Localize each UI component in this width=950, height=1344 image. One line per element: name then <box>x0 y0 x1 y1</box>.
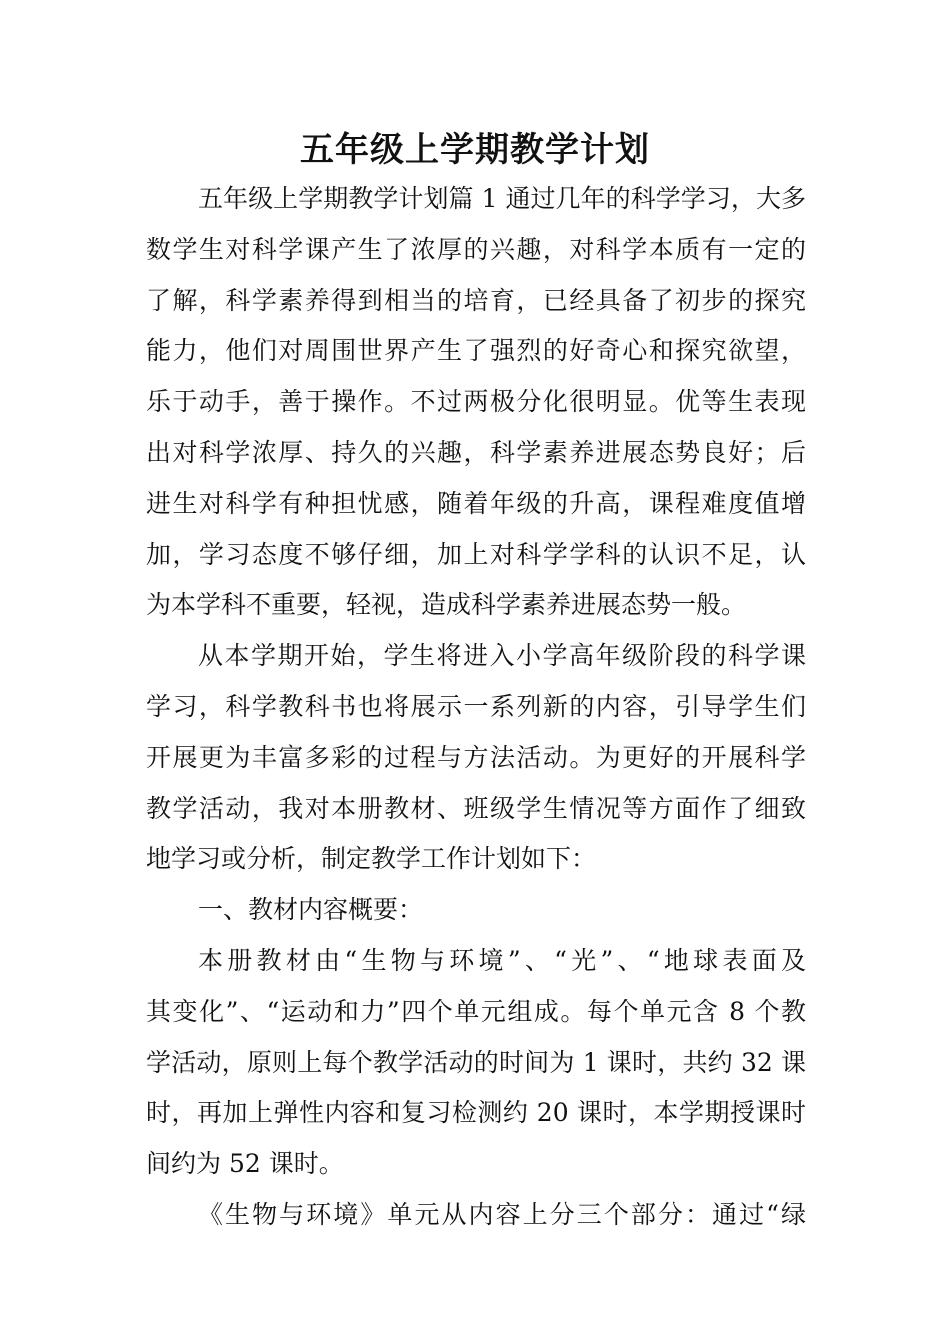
paragraph-line: 出对科学浓厚、持久的兴趣，科学素养进展态势良好；后 <box>146 437 806 467</box>
document-title: 五年级上学期教学计划 <box>300 130 650 170</box>
paragraph-line: 了解，科学素养得到相当的培育，已经具备了初步的探究 <box>146 285 806 315</box>
paragraph-line: 五年级上学期教学计划篇 1 通过几年的科学学习，大多 <box>198 184 806 213</box>
paragraph-line: 为本学科不重要，轻视，造成科学素养进展态势一般。 <box>146 590 747 620</box>
paragraph-line: 加，学习态度不够仔细，加上对科学学科的认识不足，认 <box>146 539 806 569</box>
paragraph-line: 学活动，原则上每个教学活动的时间为 1 课时，共约 32 课 <box>146 1047 806 1077</box>
paragraph-line: 地学习或分析，制定教学工作计划如下： <box>146 844 597 874</box>
paragraph-line: 乐于动手，善于操作。不过两极分化很明显。优等生表现 <box>146 387 806 417</box>
section-heading: 一、教材内容概要： <box>198 895 424 925</box>
paragraph-line: 其变化”、“运动和力”四个单元组成。每个单元含 8 个教 <box>146 996 806 1026</box>
paragraph-line: 数学生对科学课产生了浓厚的兴趣，对科学本质有一定的 <box>146 234 806 264</box>
paragraph-line: 间约为 52 课时。 <box>146 1149 344 1179</box>
paragraph-line: 能力，他们对周围世界产生了强烈的好奇心和探究欲望， <box>146 336 806 366</box>
paragraph-line: 学习，科学教科书也将展示一系列新的内容，引导学生们 <box>146 691 806 721</box>
paragraph-line: 本册教材由“生物与环境”、“光”、“地球表面及 <box>198 945 806 975</box>
document-body <box>146 174 806 1241</box>
paragraph-line: 教学活动，我对本册教材、班级学生情况等方面作了细致 <box>146 793 806 823</box>
paragraph-line: 进生对科学有种担忧感，随着年级的升高，课程难度值增 <box>146 488 806 518</box>
paragraph-line: 《生物与环境》单元从内容上分三个部分：通过“绿 <box>198 1199 806 1229</box>
paragraph-line: 开展更为丰富多彩的过程与方法活动。为更好的开展科学 <box>146 742 806 772</box>
paragraph-line: 从本学期开始，学生将进入小学高年级阶段的科学课 <box>198 641 806 671</box>
paragraph-line: 时，再加上弹性内容和复习检测约 20 课时，本学期授课时 <box>146 1098 806 1128</box>
